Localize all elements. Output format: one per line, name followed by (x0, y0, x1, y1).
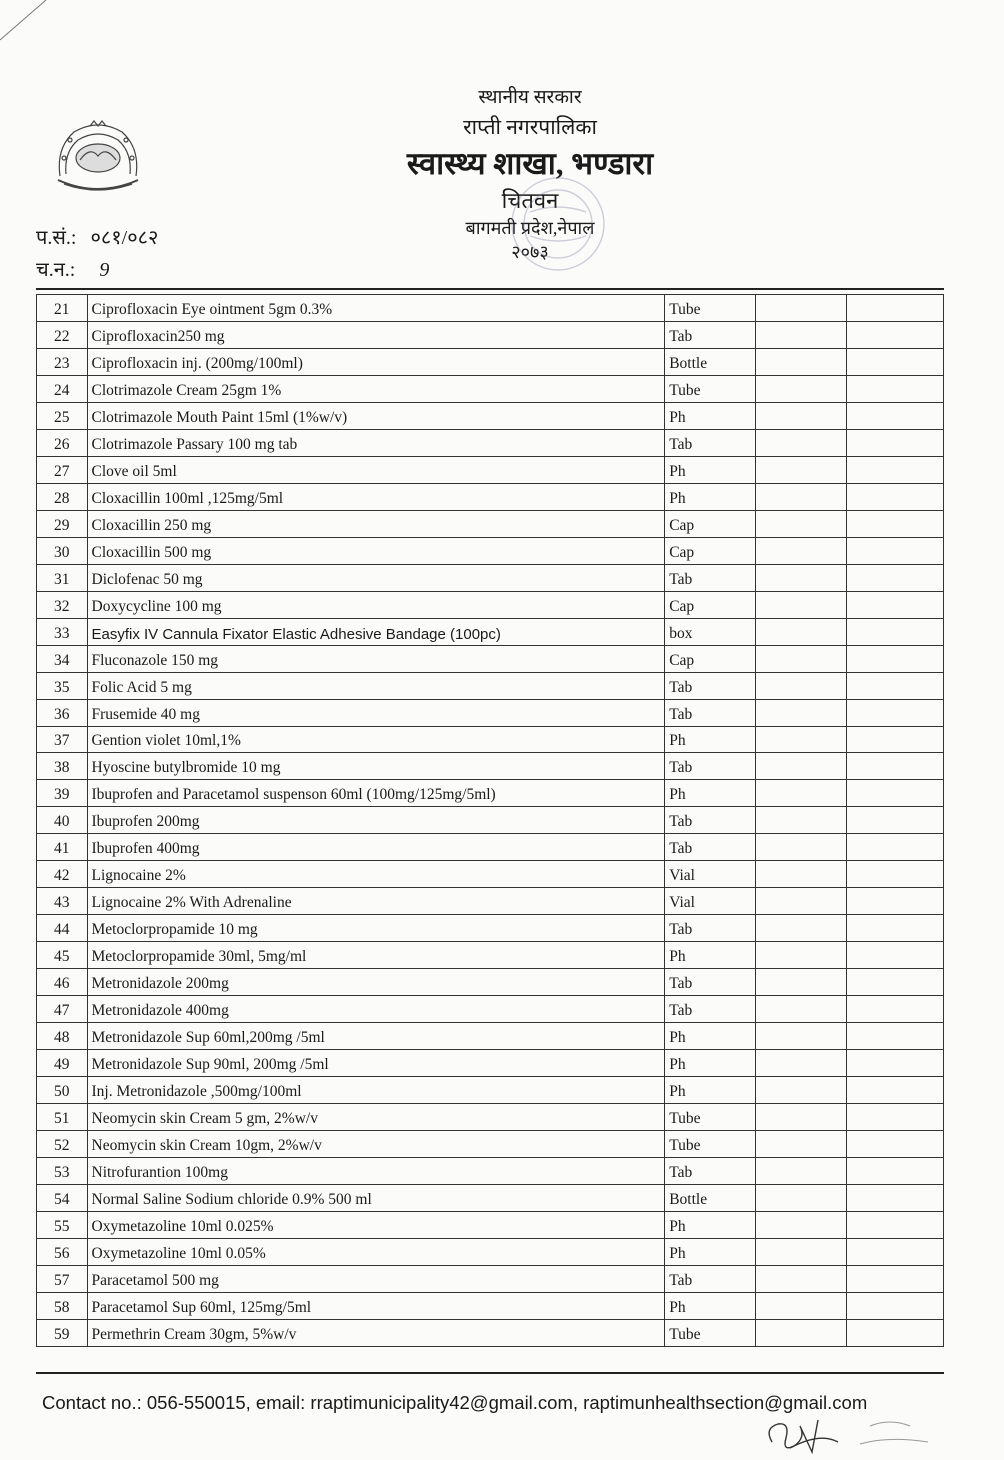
empty-cell (847, 1104, 944, 1131)
medicine-unit: Tube (665, 295, 756, 322)
row-number: 55 (37, 1211, 88, 1238)
row-number: 32 (37, 591, 88, 618)
table-row (37, 375, 944, 402)
medicine-unit: Tab (665, 807, 756, 834)
empty-cell (756, 888, 847, 915)
row-number: 59 (37, 1319, 88, 1346)
table-row (37, 510, 944, 537)
medicine-name: Ciprofloxacin inj. (200mg/100ml) (87, 348, 665, 375)
empty-cell (847, 1238, 944, 1265)
medicine-unit: Bottle (665, 348, 756, 375)
medicine-unit: Tube (665, 1104, 756, 1131)
medicine-unit: Ph (665, 1211, 756, 1238)
medicine-name: Oxymetazoline 10ml 0.05% (87, 1238, 665, 1265)
empty-cell (847, 942, 944, 969)
medicine-unit: Tab (665, 321, 756, 348)
medicine-name: Metronidazole Sup 60ml,200mg /5ml (87, 1023, 665, 1050)
table-row (37, 564, 944, 591)
empty-cell (756, 537, 847, 564)
empty-cell (756, 295, 847, 322)
empty-cell (847, 699, 944, 726)
table-row (37, 834, 944, 861)
table-row (37, 1023, 944, 1050)
medicine-name: Fluconazole 150 mg (87, 645, 665, 672)
medicine-unit: Ph (665, 1292, 756, 1319)
empty-cell (756, 645, 847, 672)
medicine-name: Clove oil 5ml (87, 456, 665, 483)
row-number: 35 (37, 672, 88, 699)
medicine-unit: Tab (665, 672, 756, 699)
empty-cell (847, 726, 944, 753)
empty-cell (756, 618, 847, 645)
medicine-unit: Ph (665, 780, 756, 807)
empty-cell (847, 672, 944, 699)
medicine-name: Ciprofloxacin Eye ointment 5gm 0.3% (87, 295, 665, 322)
government-emblem-icon (50, 118, 146, 198)
medicine-name: Ibuprofen 400mg (87, 834, 665, 861)
empty-cell (756, 1050, 847, 1077)
empty-cell (756, 1211, 847, 1238)
header-divider (36, 288, 944, 290)
table-row (37, 645, 944, 672)
table-row (37, 1131, 944, 1158)
empty-cell (756, 780, 847, 807)
table-row (37, 591, 944, 618)
table-row (37, 969, 944, 996)
table-row (37, 1050, 944, 1077)
medicine-unit: Cap (665, 537, 756, 564)
empty-cell (847, 1184, 944, 1211)
medicine-unit: Bottle (665, 1184, 756, 1211)
table-row (37, 618, 944, 645)
medicine-name: Clotrimazole Passary 100 mg tab (87, 429, 665, 456)
row-number: 52 (37, 1131, 88, 1158)
footer-divider (36, 1372, 944, 1374)
medicine-name: Diclofenac 50 mg (87, 564, 665, 591)
medicine-name: Nitrofurantion 100mg (87, 1158, 665, 1185)
medicine-name: Cloxacillin 500 mg (87, 537, 665, 564)
empty-cell (756, 1319, 847, 1346)
medicine-name: Clotrimazole Cream 25gm 1% (87, 375, 665, 402)
medicine-unit: Tab (665, 834, 756, 861)
row-number: 39 (37, 780, 88, 807)
row-number: 43 (37, 888, 88, 915)
row-number: 24 (37, 375, 88, 402)
medicine-name: Ibuprofen and Paracetamol suspenson 60ml (100mg/125mg/5ml) (87, 780, 665, 807)
medicine-name: Ibuprofen 200mg (87, 807, 665, 834)
empty-cell (756, 483, 847, 510)
empty-cell (756, 915, 847, 942)
row-number: 33 (37, 618, 88, 645)
table-row (37, 1184, 944, 1211)
table-row (37, 1238, 944, 1265)
header-municipality: राप्ती नगरपालिका (463, 115, 597, 139)
row-number: 26 (37, 429, 88, 456)
table-row (37, 915, 944, 942)
empty-cell (847, 861, 944, 888)
medicine-unit: Vial (665, 861, 756, 888)
empty-cell (847, 564, 944, 591)
empty-cell (847, 483, 944, 510)
row-number: 54 (37, 1184, 88, 1211)
medicine-name: Neomycin skin Cream 5 gm, 2%w/v (87, 1104, 665, 1131)
empty-cell (847, 537, 944, 564)
medicine-unit: Ph (665, 1077, 756, 1104)
medicine-name: Lignocaine 2% (87, 861, 665, 888)
row-number: 58 (37, 1292, 88, 1319)
medicine-name: Metoclorpropamide 10 mg (87, 915, 665, 942)
row-number: 40 (37, 807, 88, 834)
empty-cell (756, 429, 847, 456)
empty-cell (847, 1023, 944, 1050)
table-row (37, 807, 944, 834)
empty-cell (756, 1023, 847, 1050)
empty-cell (847, 1265, 944, 1292)
row-number: 50 (37, 1077, 88, 1104)
medicine-name: Paracetamol 500 mg (87, 1265, 665, 1292)
table-row (37, 753, 944, 780)
row-number: 34 (37, 645, 88, 672)
medicine-list-table (36, 294, 944, 1347)
table-row (37, 1211, 944, 1238)
row-number: 29 (37, 510, 88, 537)
table-row (37, 861, 944, 888)
table-row (37, 672, 944, 699)
empty-cell (756, 726, 847, 753)
table-row (37, 537, 944, 564)
table-row (37, 1265, 944, 1292)
empty-cell (756, 591, 847, 618)
page-corner-mark (0, 0, 60, 50)
empty-cell (756, 348, 847, 375)
empty-cell (756, 1104, 847, 1131)
empty-cell (847, 645, 944, 672)
empty-cell (756, 1184, 847, 1211)
medicine-name: Cloxacillin 250 mg (87, 510, 665, 537)
empty-cell (756, 861, 847, 888)
row-number: 31 (37, 564, 88, 591)
empty-cell (756, 375, 847, 402)
row-number: 27 (37, 456, 88, 483)
medicine-name: Metronidazole 200mg (87, 969, 665, 996)
medicine-unit: Tab (665, 429, 756, 456)
medicine-name: Ciprofloxacin250 mg (87, 321, 665, 348)
header-district: चितवन (501, 188, 559, 213)
row-number: 38 (37, 753, 88, 780)
medicine-unit: Tab (665, 753, 756, 780)
row-number: 36 (37, 699, 88, 726)
empty-cell (847, 375, 944, 402)
medicine-name: Normal Saline Sodium chloride 0.9% 500 ml (87, 1184, 665, 1211)
medicine-name: Lignocaine 2% With Adrenaline (87, 888, 665, 915)
medicine-name: Paracetamol Sup 60ml, 125mg/5ml (87, 1292, 665, 1319)
row-number: 57 (37, 1265, 88, 1292)
empty-cell (847, 807, 944, 834)
empty-cell (847, 456, 944, 483)
table-row (37, 295, 944, 322)
row-number: 53 (37, 1158, 88, 1185)
medicine-unit: Tab (665, 699, 756, 726)
table-row (37, 1319, 944, 1346)
empty-cell (756, 456, 847, 483)
empty-cell (756, 1131, 847, 1158)
medicine-name: Frusemide 40 mg (87, 699, 665, 726)
medicine-unit: Tab (665, 969, 756, 996)
row-number: 47 (37, 996, 88, 1023)
header-health-section: स्वास्थ्य शाखा, भण्डारा (406, 146, 654, 181)
empty-cell (756, 402, 847, 429)
empty-cell (756, 996, 847, 1023)
empty-cell (847, 402, 944, 429)
empty-cell (847, 1292, 944, 1319)
medicine-name: Doxycycline 100 mg (87, 591, 665, 618)
empty-cell (847, 1158, 944, 1185)
row-number: 44 (37, 915, 88, 942)
empty-cell (756, 969, 847, 996)
table-row (37, 348, 944, 375)
empty-cell (756, 1077, 847, 1104)
letter-number-row (36, 222, 158, 254)
empty-cell (756, 699, 847, 726)
reference-block (36, 222, 158, 286)
medicine-name: Gention violet 10ml,1% (87, 726, 665, 753)
signature-icon (760, 1412, 940, 1460)
table-row (37, 942, 944, 969)
medicine-unit: Tab (665, 1158, 756, 1185)
medicine-unit: Tube (665, 1131, 756, 1158)
medicine-unit: Ph (665, 483, 756, 510)
medicine-unit: Ph (665, 1050, 756, 1077)
medicine-unit: Ph (665, 456, 756, 483)
table-row (37, 780, 944, 807)
office-stamp-icon (468, 172, 628, 282)
table-row (37, 888, 944, 915)
empty-cell (847, 321, 944, 348)
row-number: 48 (37, 1023, 88, 1050)
empty-cell (847, 429, 944, 456)
medicine-name: Permethrin Cream 30gm, 5%w/v (87, 1319, 665, 1346)
medicine-unit: Tab (665, 1265, 756, 1292)
medicine-unit: Tab (665, 564, 756, 591)
empty-cell (756, 1158, 847, 1185)
empty-cell (847, 591, 944, 618)
dispatch-number-label: च.न.: (36, 259, 76, 281)
empty-cell (756, 753, 847, 780)
table-row (37, 996, 944, 1023)
row-number: 46 (37, 969, 88, 996)
empty-cell (847, 753, 944, 780)
empty-cell (847, 618, 944, 645)
table-row (37, 1158, 944, 1185)
row-number: 37 (37, 726, 88, 753)
empty-cell (756, 1292, 847, 1319)
row-number: 51 (37, 1104, 88, 1131)
medicine-unit: Cap (665, 645, 756, 672)
medicine-name: Metoclorpropamide 30ml, 5mg/ml (87, 942, 665, 969)
empty-cell (847, 1050, 944, 1077)
medicine-name: Inj. Metronidazole ,500mg/100ml (87, 1077, 665, 1104)
dispatch-number-row (36, 254, 158, 286)
header-year: २०७३ (511, 242, 549, 262)
row-number: 21 (37, 295, 88, 322)
medicine-unit: Tube (665, 1319, 756, 1346)
medicine-list-body (37, 295, 944, 1347)
header-province: बागमती प्रदेश,नेपाल (465, 218, 595, 238)
medicine-unit: Tab (665, 915, 756, 942)
empty-cell (847, 1077, 944, 1104)
table-row (37, 321, 944, 348)
table-row (37, 726, 944, 753)
empty-cell (756, 1238, 847, 1265)
row-number: 22 (37, 321, 88, 348)
table-row (37, 402, 944, 429)
medicine-unit: Ph (665, 942, 756, 969)
empty-cell (756, 321, 847, 348)
empty-cell (756, 1265, 847, 1292)
table-row (37, 1292, 944, 1319)
empty-cell (756, 672, 847, 699)
empty-cell (756, 807, 847, 834)
row-number: 25 (37, 402, 88, 429)
medicine-unit: Cap (665, 591, 756, 618)
empty-cell (756, 942, 847, 969)
table-row (37, 483, 944, 510)
empty-cell (847, 780, 944, 807)
medicine-name: Metronidazole 400mg (87, 996, 665, 1023)
letter-number-label: प.सं.: (36, 227, 77, 249)
empty-cell (847, 295, 944, 322)
empty-cell (847, 1211, 944, 1238)
medicine-unit: Vial (665, 888, 756, 915)
medicine-unit: Tube (665, 375, 756, 402)
empty-cell (756, 564, 847, 591)
table-row (37, 429, 944, 456)
empty-cell (847, 1131, 944, 1158)
letter-number-value: ०८१/०८२ (90, 227, 159, 249)
table-row (37, 699, 944, 726)
table-row (37, 1077, 944, 1104)
medicine-name: Hyoscine butylbromide 10 mg (87, 753, 665, 780)
medicine-name: Neomycin skin Cream 10gm, 2%w/v (87, 1131, 665, 1158)
row-number: 42 (37, 861, 88, 888)
row-number: 23 (37, 348, 88, 375)
row-number: 56 (37, 1238, 88, 1265)
contact-info: Contact no.: 056-550015, email: rraptimunicipality42@gmail.com, raptimunhealthsection@gmail.com (42, 1392, 868, 1413)
empty-cell (847, 834, 944, 861)
medicine-name: Metronidazole Sup 90ml, 200mg /5ml (87, 1050, 665, 1077)
row-number: 28 (37, 483, 88, 510)
medicine-unit: box (665, 618, 756, 645)
empty-cell (847, 969, 944, 996)
medicine-unit: Tab (665, 996, 756, 1023)
row-number: 41 (37, 834, 88, 861)
row-number: 49 (37, 1050, 88, 1077)
medicine-name: Folic Acid 5 mg (87, 672, 665, 699)
empty-cell (847, 915, 944, 942)
medicine-name: Easyfix IV Cannula Fixator Elastic Adhesive Bandage (100pc) (87, 618, 665, 645)
table-row (37, 1104, 944, 1131)
medicine-unit: Ph (665, 726, 756, 753)
medicine-name: Cloxacillin 100ml ,125mg/5ml (87, 483, 665, 510)
medicine-name: Clotrimazole Mouth Paint 15ml (1%w/v) (87, 402, 665, 429)
empty-cell (756, 510, 847, 537)
empty-cell (847, 996, 944, 1023)
medicine-name: Oxymetazoline 10ml 0.025% (87, 1211, 665, 1238)
empty-cell (847, 1319, 944, 1346)
empty-cell (847, 348, 944, 375)
empty-cell (847, 510, 944, 537)
dispatch-number-value: 9 (99, 259, 110, 281)
empty-cell (847, 888, 944, 915)
table-row (37, 456, 944, 483)
medicine-unit: Cap (665, 510, 756, 537)
medicine-unit: Ph (665, 1023, 756, 1050)
row-number: 45 (37, 942, 88, 969)
medicine-unit: Ph (665, 1238, 756, 1265)
medicine-unit: Ph (665, 402, 756, 429)
header-local-government: स्थानीय सरकार (478, 87, 582, 108)
empty-cell (756, 834, 847, 861)
row-number: 30 (37, 537, 88, 564)
